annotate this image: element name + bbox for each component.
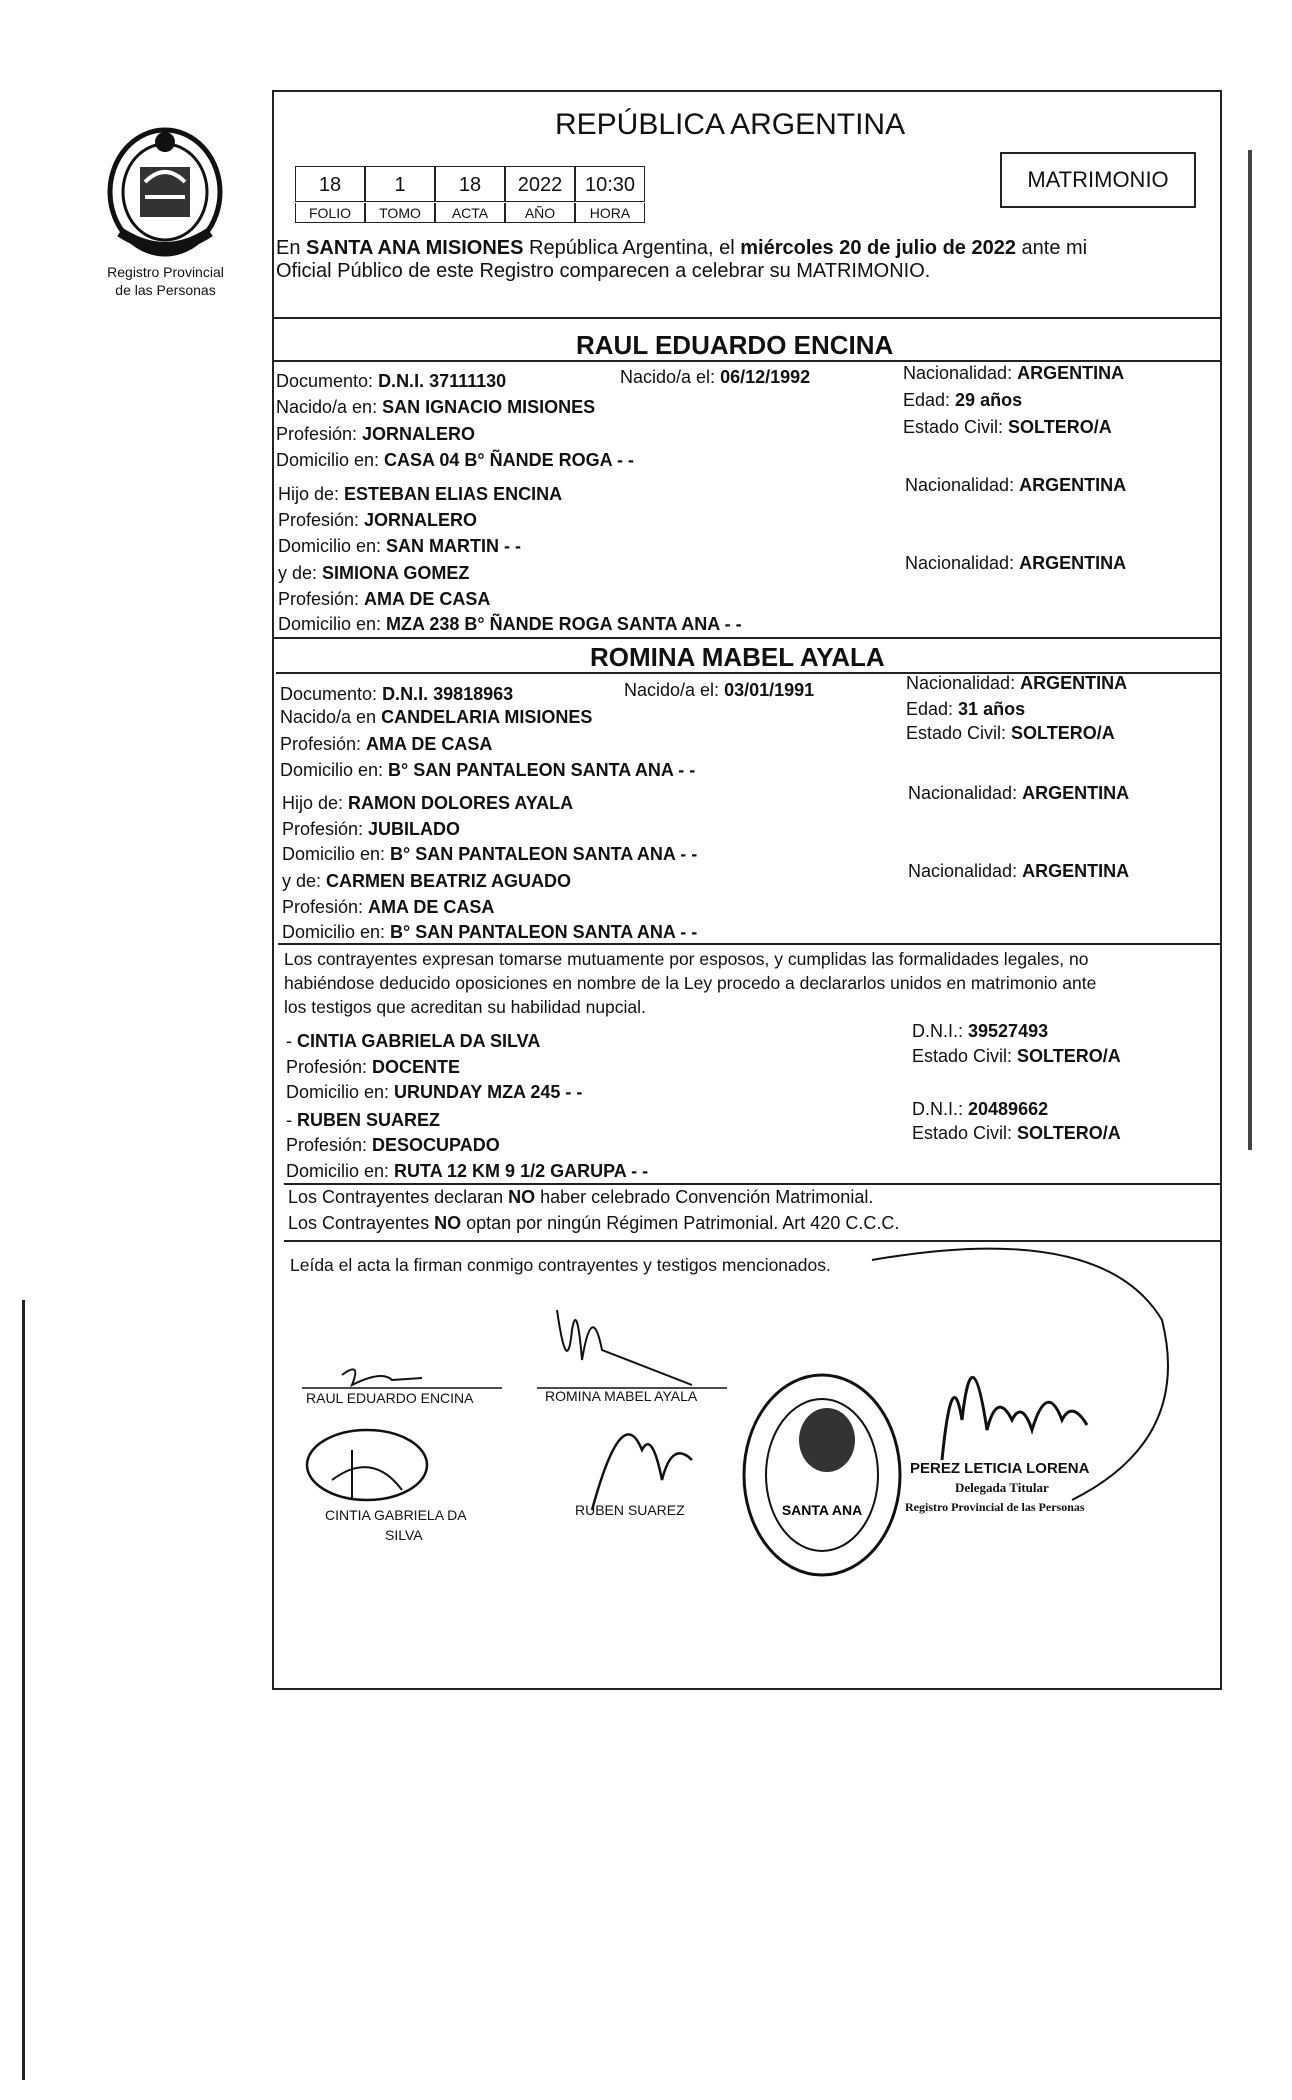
province-logo [100,122,230,262]
folio-value: 18 [295,166,365,202]
bride-madre-domicilio: Domicilio en: B° SAN PANTALEON SANTA ANA - - [282,922,698,942]
groom-madre-profesion: Profesión: AMA DE CASA [278,589,491,609]
stamp-inner-text: SANTA ANA [781,1502,863,1518]
convention-line-2: Los Contrayentes NO optan por ningún Régimen Patrimonial. Art 420 C.C.C. [288,1213,900,1233]
bride-documento: Documento: D.N.I. 39818963 [280,684,514,704]
bride-padre: Hijo de: RAMON DOLORES AYALA [282,793,574,813]
bride-estado-civil: Estado Civil: SOLTERO/A [906,723,1115,743]
bride-nacido-el: Nacido/a el: 03/01/1991 [624,680,815,700]
bride-edad: Edad: 31 años [906,699,1026,719]
scan-edge-right [1248,150,1252,1150]
bride-nacionalidad: Nacionalidad: ARGENTINA [906,673,1128,693]
groom-madre-domicilio: Domicilio en: MZA 238 B° ÑANDE ROGA SANTA ANA - - [278,614,742,634]
witness-1-signature-icon [307,1430,427,1500]
act-type-box: MATRIMONIO [1000,152,1196,208]
anio-value: 2022 [505,166,575,202]
anio-caption: AÑO [505,203,575,223]
bride-madre: y de: CARMEN BEATRIZ AGUADO [282,871,572,891]
groom-madre: y de: SIMIONA GOMEZ [278,563,470,583]
acta-caption: ACTA [435,203,505,223]
groom-padre-domicilio: Domicilio en: SAN MARTIN - - [278,536,522,556]
groom-madre-nacionalidad: Nacionalidad: ARGENTINA [905,553,1127,573]
declaration-line-1: Los contrayentes expresan tomarse mutuamente por esposos, y cumplidas las formalidades legales, no [284,949,1089,969]
official-name: PEREZ LETICIA LORENA [910,1460,1090,1477]
witness-2-domicilio: Domicilio en: RUTA 12 KM 9 1/2 GARUPA - - [286,1161,649,1181]
divider-bride [272,637,1222,639]
scan-edge-left [22,1300,25,2080]
folio-caption: FOLIO [295,203,365,223]
bride-madre-profesion: Profesión: AMA DE CASA [282,897,495,917]
sig-label-witness-1a: CINTIA GABRIELA DA [325,1507,467,1523]
sig-label-bride: ROMINA MABEL AYALA [545,1388,698,1404]
hora-value: 10:30 [575,166,645,202]
groom-name: RAUL EDUARDO ENCINA [576,330,894,360]
groom-signature-icon [342,1369,422,1385]
witness-1-domicilio: Domicilio en: URUNDAY MZA 245 - - [286,1082,583,1102]
divider-declaration [278,943,1222,945]
sig-label-groom: RAUL EDUARDO ENCINA [306,1390,474,1406]
hora-caption: HORA [575,203,645,223]
witness-1-estado: Estado Civil: SOLTERO/A [912,1046,1121,1066]
logo-caption-1: Registro Provincial [107,264,224,280]
witness-2-estado: Estado Civil: SOLTERO/A [912,1123,1121,1143]
closing-text: Leída el acta la firman conmigo contrayentes y testigos mencionados. [290,1255,831,1275]
tomo-value: 1 [365,166,435,202]
bride-padre-profesion: Profesión: JUBILADO [282,819,461,839]
groom-edad: Edad: 29 años [903,390,1023,410]
acta-value: 18 [435,166,505,202]
convention-line-1: Los Contrayentes declaran NO haber celebrado Convención Matrimonial. [288,1187,874,1207]
official-org: Registro Provincial de las Personas [905,1500,1085,1514]
intro-line-1: En SANTA ANA MISIONES República Argentina, el miércoles 20 de julio de 2022 ante mi [276,237,1088,259]
bride-profesion: Profesión: AMA DE CASA [280,734,493,754]
official-signature-icon [942,1377,1087,1460]
bride-padre-domicilio: Domicilio en: B° SAN PANTALEON SANTA ANA - - [282,844,698,864]
witness-2-name: - RUBEN SUAREZ [286,1110,441,1130]
official-stamp-icon [744,1375,900,1575]
misiones-seal-icon [100,122,230,262]
bride-nacido-en: Nacido/a en CANDELARIA MISIONES [280,707,593,727]
groom-nacido-en: Nacido/a en: SAN IGNACIO MISIONES [276,397,596,417]
tomo-caption: TOMO [365,203,435,223]
witness-2-dni: D.N.I.: 20489662 [912,1099,1049,1119]
groom-padre-nacionalidad: Nacionalidad: ARGENTINA [905,475,1127,495]
divider-intro [272,317,1222,319]
groom-estado-civil: Estado Civil: SOLTERO/A [903,417,1112,437]
bride-madre-nacionalidad: Nacionalidad: ARGENTINA [908,861,1130,881]
declaration-line-2: habiéndose deducido oposiciones en nombre de la Ley procedo a declararlos unidos en matrimonio ante [284,973,1097,993]
bride-domicilio: Domicilio en: B° SAN PANTALEON SANTA ANA - - [280,760,696,780]
intro-line-2: Oficial Público de este Registro comparecen a celebrar su MATRIMONIO. [276,260,931,282]
groom-padre: Hijo de: ESTEBAN ELIAS ENCINA [278,484,563,504]
groom-padre-profesion: Profesión: JORNALERO [278,510,478,530]
divider-conventions [284,1183,1222,1185]
witness-1-profesion: Profesión: DOCENTE [286,1057,461,1077]
sig-label-witness-1b: SILVA [385,1527,423,1543]
declaration-line-3: los testigos que acreditan su habilidad nupcial. [284,997,646,1017]
official-title: Delegada Titular [955,1480,1049,1495]
logo-caption-2: de las Personas [115,282,216,298]
groom-profesion: Profesión: JORNALERO [276,424,476,444]
bride-name: ROMINA MABEL AYALA [590,642,885,672]
sig-label-witness-2: RUBEN SUAREZ [575,1502,685,1518]
groom-documento: Documento: D.N.I. 37111130 [276,371,507,391]
groom-domicilio: Domicilio en: CASA 04 B° ÑANDE ROGA - - [276,450,634,470]
witness-1-dni: D.N.I.: 39527493 [912,1021,1049,1041]
witness-2-signature-icon [592,1434,692,1510]
document-title: REPÚBLICA ARGENTINA [555,108,906,141]
groom-nacionalidad: Nacionalidad: ARGENTINA [903,363,1125,383]
bride-signature-icon [557,1310,692,1385]
bride-padre-nacionalidad: Nacionalidad: ARGENTINA [908,783,1130,803]
witness-2-profesion: Profesión: DESOCUPADO [286,1135,500,1155]
witness-1-name: - CINTIA GABRIELA DA SILVA [286,1031,541,1051]
groom-nacido-el: Nacido/a el: 06/12/1992 [620,367,811,387]
